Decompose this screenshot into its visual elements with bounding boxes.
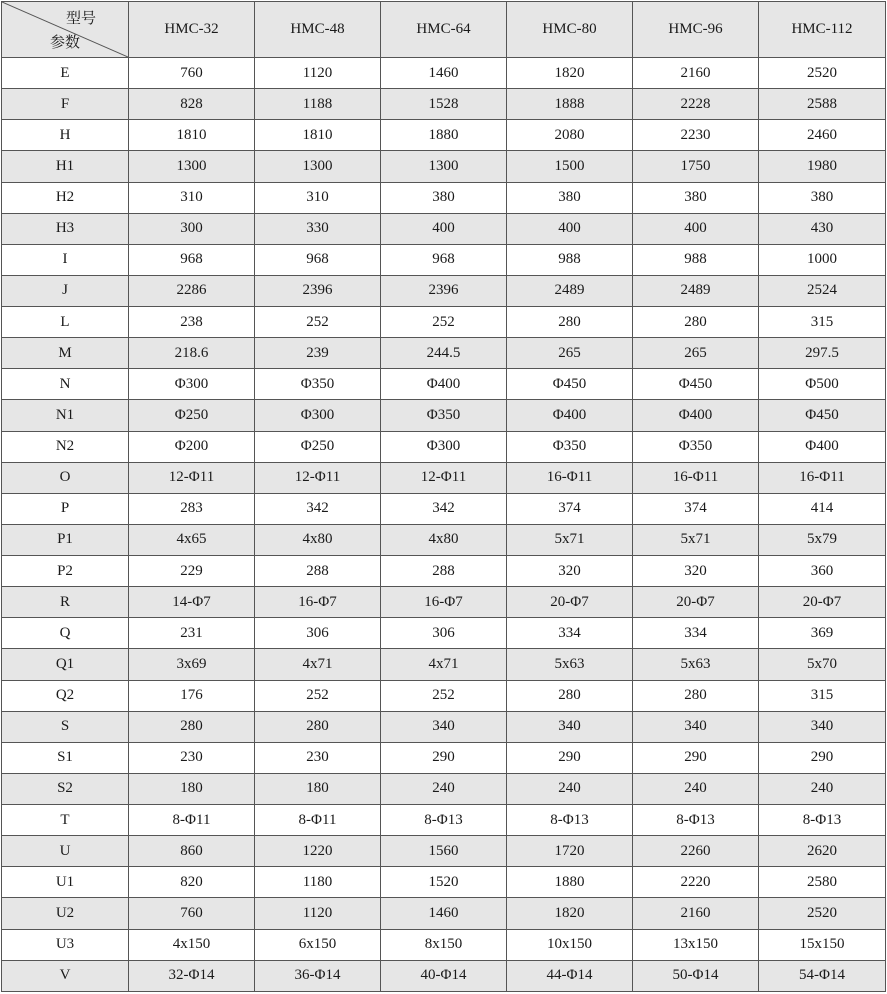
- param-cell: M: [2, 338, 129, 369]
- value-cell: 16-Φ7: [381, 587, 507, 618]
- value-cell: 760: [129, 898, 255, 929]
- value-cell: 40-Φ14: [381, 960, 507, 991]
- param-cell: S2: [2, 773, 129, 804]
- table-row: [2, 182, 886, 213]
- value-cell: 968: [129, 244, 255, 275]
- value-cell: 340: [759, 711, 886, 742]
- value-cell: 244.5: [381, 338, 507, 369]
- value-cell: 380: [633, 182, 759, 213]
- value-cell: 988: [507, 244, 633, 275]
- value-cell: 230: [129, 742, 255, 773]
- value-cell: 2286: [129, 275, 255, 306]
- value-cell: 4x80: [381, 524, 507, 555]
- value-cell: 306: [381, 618, 507, 649]
- model-header: HMC-64: [381, 2, 507, 58]
- table-row: [2, 649, 886, 680]
- value-cell: 4x65: [129, 524, 255, 555]
- param-cell: H: [2, 120, 129, 151]
- value-cell: 2396: [381, 275, 507, 306]
- table-row: [2, 462, 886, 493]
- table-row: [2, 587, 886, 618]
- value-cell: 280: [633, 680, 759, 711]
- table-row: [2, 400, 886, 431]
- value-cell: 54-Φ14: [759, 960, 886, 991]
- table-row: [2, 618, 886, 649]
- value-cell: Φ400: [633, 400, 759, 431]
- param-cell: Q1: [2, 649, 129, 680]
- value-cell: 320: [633, 556, 759, 587]
- value-cell: 12-Φ11: [129, 462, 255, 493]
- value-cell: 369: [759, 618, 886, 649]
- value-cell: 1528: [381, 89, 507, 120]
- value-cell: 50-Φ14: [633, 960, 759, 991]
- value-cell: 820: [129, 867, 255, 898]
- header-row: [2, 2, 886, 58]
- value-cell: 290: [759, 742, 886, 773]
- param-cell: N: [2, 369, 129, 400]
- table-row: [2, 369, 886, 400]
- value-cell: 400: [381, 213, 507, 244]
- table-row: [2, 275, 886, 306]
- value-cell: 14-Φ7: [129, 587, 255, 618]
- table-row: [2, 960, 886, 991]
- value-cell: 280: [507, 307, 633, 338]
- value-cell: 374: [507, 493, 633, 524]
- value-cell: 340: [507, 711, 633, 742]
- value-cell: 20-Φ7: [759, 587, 886, 618]
- value-cell: 2260: [633, 836, 759, 867]
- value-cell: 380: [759, 182, 886, 213]
- param-cell: I: [2, 244, 129, 275]
- value-cell: 8-Φ13: [759, 805, 886, 836]
- value-cell: 16-Φ7: [255, 587, 381, 618]
- value-cell: 315: [759, 307, 886, 338]
- corner-header-cell: [2, 2, 129, 58]
- model-header: HMC-80: [507, 2, 633, 58]
- value-cell: 2228: [633, 89, 759, 120]
- value-cell: 334: [507, 618, 633, 649]
- value-cell: 288: [381, 556, 507, 587]
- value-cell: 5x63: [633, 649, 759, 680]
- value-cell: Φ450: [633, 369, 759, 400]
- value-cell: 240: [759, 773, 886, 804]
- value-cell: 280: [129, 711, 255, 742]
- value-cell: 1820: [507, 58, 633, 89]
- table-row: [2, 805, 886, 836]
- param-cell: H1: [2, 151, 129, 182]
- value-cell: 1880: [381, 120, 507, 151]
- value-cell: 306: [255, 618, 381, 649]
- value-cell: 15x150: [759, 929, 886, 960]
- param-cell: N1: [2, 400, 129, 431]
- value-cell: 300: [129, 213, 255, 244]
- value-cell: 44-Φ14: [507, 960, 633, 991]
- value-cell: 860: [129, 836, 255, 867]
- value-cell: 252: [255, 680, 381, 711]
- value-cell: Φ350: [633, 431, 759, 462]
- value-cell: 239: [255, 338, 381, 369]
- value-cell: 5x79: [759, 524, 886, 555]
- param-cell: U: [2, 836, 129, 867]
- value-cell: Φ400: [507, 400, 633, 431]
- value-cell: 4x71: [381, 649, 507, 680]
- value-cell: 1888: [507, 89, 633, 120]
- value-cell: 400: [633, 213, 759, 244]
- model-axis-label: 型号: [65, 9, 96, 27]
- value-cell: 290: [507, 742, 633, 773]
- table-row: [2, 58, 886, 89]
- value-cell: 6x150: [255, 929, 381, 960]
- value-cell: 342: [255, 493, 381, 524]
- spec-table: [1, 1, 886, 992]
- param-cell: U2: [2, 898, 129, 929]
- value-cell: 2220: [633, 867, 759, 898]
- value-cell: 240: [633, 773, 759, 804]
- value-cell: 8-Φ13: [633, 805, 759, 836]
- value-cell: 400: [507, 213, 633, 244]
- table-body: [2, 58, 886, 992]
- value-cell: Φ300: [255, 400, 381, 431]
- value-cell: 5x63: [507, 649, 633, 680]
- value-cell: 5x70: [759, 649, 886, 680]
- value-cell: 1720: [507, 836, 633, 867]
- value-cell: 2230: [633, 120, 759, 151]
- value-cell: 240: [381, 773, 507, 804]
- table-row: [2, 151, 886, 182]
- value-cell: 1460: [381, 58, 507, 89]
- value-cell: 2489: [507, 275, 633, 306]
- value-cell: 218.6: [129, 338, 255, 369]
- value-cell: 334: [633, 618, 759, 649]
- param-cell: P: [2, 493, 129, 524]
- value-cell: 1220: [255, 836, 381, 867]
- param-cell: V: [2, 960, 129, 991]
- param-cell: S1: [2, 742, 129, 773]
- value-cell: 252: [255, 307, 381, 338]
- value-cell: 2396: [255, 275, 381, 306]
- value-cell: 8-Φ13: [507, 805, 633, 836]
- table-row: [2, 89, 886, 120]
- value-cell: Φ250: [255, 431, 381, 462]
- value-cell: 360: [759, 556, 886, 587]
- param-cell: Q2: [2, 680, 129, 711]
- value-cell: 8-Φ11: [129, 805, 255, 836]
- value-cell: 1880: [507, 867, 633, 898]
- value-cell: 320: [507, 556, 633, 587]
- value-cell: 288: [255, 556, 381, 587]
- table-row: [2, 556, 886, 587]
- value-cell: 310: [129, 182, 255, 213]
- value-cell: 2588: [759, 89, 886, 120]
- value-cell: 229: [129, 556, 255, 587]
- value-cell: Φ300: [129, 369, 255, 400]
- value-cell: 760: [129, 58, 255, 89]
- value-cell: 1560: [381, 836, 507, 867]
- value-cell: 1810: [255, 120, 381, 151]
- table-row: [2, 929, 886, 960]
- value-cell: 283: [129, 493, 255, 524]
- value-cell: 10x150: [507, 929, 633, 960]
- value-cell: 342: [381, 493, 507, 524]
- param-cell: L: [2, 307, 129, 338]
- value-cell: 8-Φ13: [381, 805, 507, 836]
- value-cell: 330: [255, 213, 381, 244]
- value-cell: 1750: [633, 151, 759, 182]
- value-cell: 2080: [507, 120, 633, 151]
- value-cell: 310: [255, 182, 381, 213]
- value-cell: 1188: [255, 89, 381, 120]
- value-cell: 290: [633, 742, 759, 773]
- value-cell: 1300: [129, 151, 255, 182]
- value-cell: 430: [759, 213, 886, 244]
- value-cell: 16-Φ11: [507, 462, 633, 493]
- param-cell: U3: [2, 929, 129, 960]
- value-cell: 3x69: [129, 649, 255, 680]
- value-cell: 414: [759, 493, 886, 524]
- value-cell: 265: [507, 338, 633, 369]
- table-row: [2, 742, 886, 773]
- value-cell: 5x71: [507, 524, 633, 555]
- value-cell: 265: [633, 338, 759, 369]
- value-cell: 297.5: [759, 338, 886, 369]
- value-cell: 1500: [507, 151, 633, 182]
- table-row: [2, 680, 886, 711]
- value-cell: 176: [129, 680, 255, 711]
- value-cell: 828: [129, 89, 255, 120]
- value-cell: 12-Φ11: [381, 462, 507, 493]
- value-cell: 340: [633, 711, 759, 742]
- param-cell: T: [2, 805, 129, 836]
- value-cell: 2520: [759, 898, 886, 929]
- value-cell: 1460: [381, 898, 507, 929]
- param-axis-label: 参数: [50, 33, 81, 51]
- value-cell: 12-Φ11: [255, 462, 381, 493]
- table-row: [2, 524, 886, 555]
- value-cell: Φ350: [507, 431, 633, 462]
- param-cell: E: [2, 58, 129, 89]
- value-cell: Φ400: [381, 369, 507, 400]
- model-header: HMC-32: [129, 2, 255, 58]
- value-cell: 2489: [633, 275, 759, 306]
- value-cell: Φ500: [759, 369, 886, 400]
- value-cell: 238: [129, 307, 255, 338]
- value-cell: 280: [255, 711, 381, 742]
- value-cell: 340: [381, 711, 507, 742]
- value-cell: 8-Φ11: [255, 805, 381, 836]
- table-row: [2, 711, 886, 742]
- table-row: [2, 867, 886, 898]
- model-header: HMC-112: [759, 2, 886, 58]
- value-cell: 16-Φ11: [633, 462, 759, 493]
- value-cell: 1120: [255, 58, 381, 89]
- table-row: [2, 431, 886, 462]
- value-cell: 1520: [381, 867, 507, 898]
- value-cell: 2580: [759, 867, 886, 898]
- value-cell: 1810: [129, 120, 255, 151]
- table-row: [2, 120, 886, 151]
- value-cell: 315: [759, 680, 886, 711]
- param-cell: R: [2, 587, 129, 618]
- param-cell: S: [2, 711, 129, 742]
- table-row: [2, 773, 886, 804]
- param-cell: Q: [2, 618, 129, 649]
- value-cell: 1300: [381, 151, 507, 182]
- value-cell: 374: [633, 493, 759, 524]
- value-cell: Φ450: [759, 400, 886, 431]
- value-cell: 231: [129, 618, 255, 649]
- value-cell: 1980: [759, 151, 886, 182]
- value-cell: 968: [381, 244, 507, 275]
- value-cell: 240: [507, 773, 633, 804]
- table-row: [2, 307, 886, 338]
- value-cell: 380: [507, 182, 633, 213]
- value-cell: 2520: [759, 58, 886, 89]
- table-row: [2, 493, 886, 524]
- value-cell: 2524: [759, 275, 886, 306]
- value-cell: Φ300: [381, 431, 507, 462]
- value-cell: 36-Φ14: [255, 960, 381, 991]
- param-cell: N2: [2, 431, 129, 462]
- table-row: [2, 898, 886, 929]
- value-cell: Φ450: [507, 369, 633, 400]
- param-cell: O: [2, 462, 129, 493]
- value-cell: 252: [381, 680, 507, 711]
- param-cell: P2: [2, 556, 129, 587]
- value-cell: 20-Φ7: [507, 587, 633, 618]
- value-cell: 1300: [255, 151, 381, 182]
- param-cell: F: [2, 89, 129, 120]
- value-cell: 8x150: [381, 929, 507, 960]
- table-row: [2, 836, 886, 867]
- param-cell: U1: [2, 867, 129, 898]
- value-cell: 1120: [255, 898, 381, 929]
- value-cell: 16-Φ11: [759, 462, 886, 493]
- value-cell: 1820: [507, 898, 633, 929]
- value-cell: 968: [255, 244, 381, 275]
- value-cell: 180: [129, 773, 255, 804]
- value-cell: 2160: [633, 898, 759, 929]
- value-cell: 5x71: [633, 524, 759, 555]
- value-cell: 2160: [633, 58, 759, 89]
- value-cell: 4x80: [255, 524, 381, 555]
- value-cell: Φ250: [129, 400, 255, 431]
- value-cell: 280: [633, 307, 759, 338]
- value-cell: 180: [255, 773, 381, 804]
- value-cell: 4x71: [255, 649, 381, 680]
- model-header: HMC-48: [255, 2, 381, 58]
- param-cell: H3: [2, 213, 129, 244]
- value-cell: 1180: [255, 867, 381, 898]
- param-cell: P1: [2, 524, 129, 555]
- value-cell: 32-Φ14: [129, 960, 255, 991]
- param-cell: J: [2, 275, 129, 306]
- value-cell: Φ400: [759, 431, 886, 462]
- value-cell: 2620: [759, 836, 886, 867]
- value-cell: 13x150: [633, 929, 759, 960]
- value-cell: Φ350: [255, 369, 381, 400]
- value-cell: Φ200: [129, 431, 255, 462]
- value-cell: 4x150: [129, 929, 255, 960]
- value-cell: 280: [507, 680, 633, 711]
- value-cell: 1000: [759, 244, 886, 275]
- param-cell: H2: [2, 182, 129, 213]
- value-cell: 380: [381, 182, 507, 213]
- value-cell: 988: [633, 244, 759, 275]
- model-header: HMC-96: [633, 2, 759, 58]
- value-cell: 20-Φ7: [633, 587, 759, 618]
- value-cell: Φ350: [381, 400, 507, 431]
- table-row: [2, 244, 886, 275]
- table-row: [2, 338, 886, 369]
- table-row: [2, 213, 886, 244]
- value-cell: 230: [255, 742, 381, 773]
- value-cell: 290: [381, 742, 507, 773]
- value-cell: 252: [381, 307, 507, 338]
- value-cell: 2460: [759, 120, 886, 151]
